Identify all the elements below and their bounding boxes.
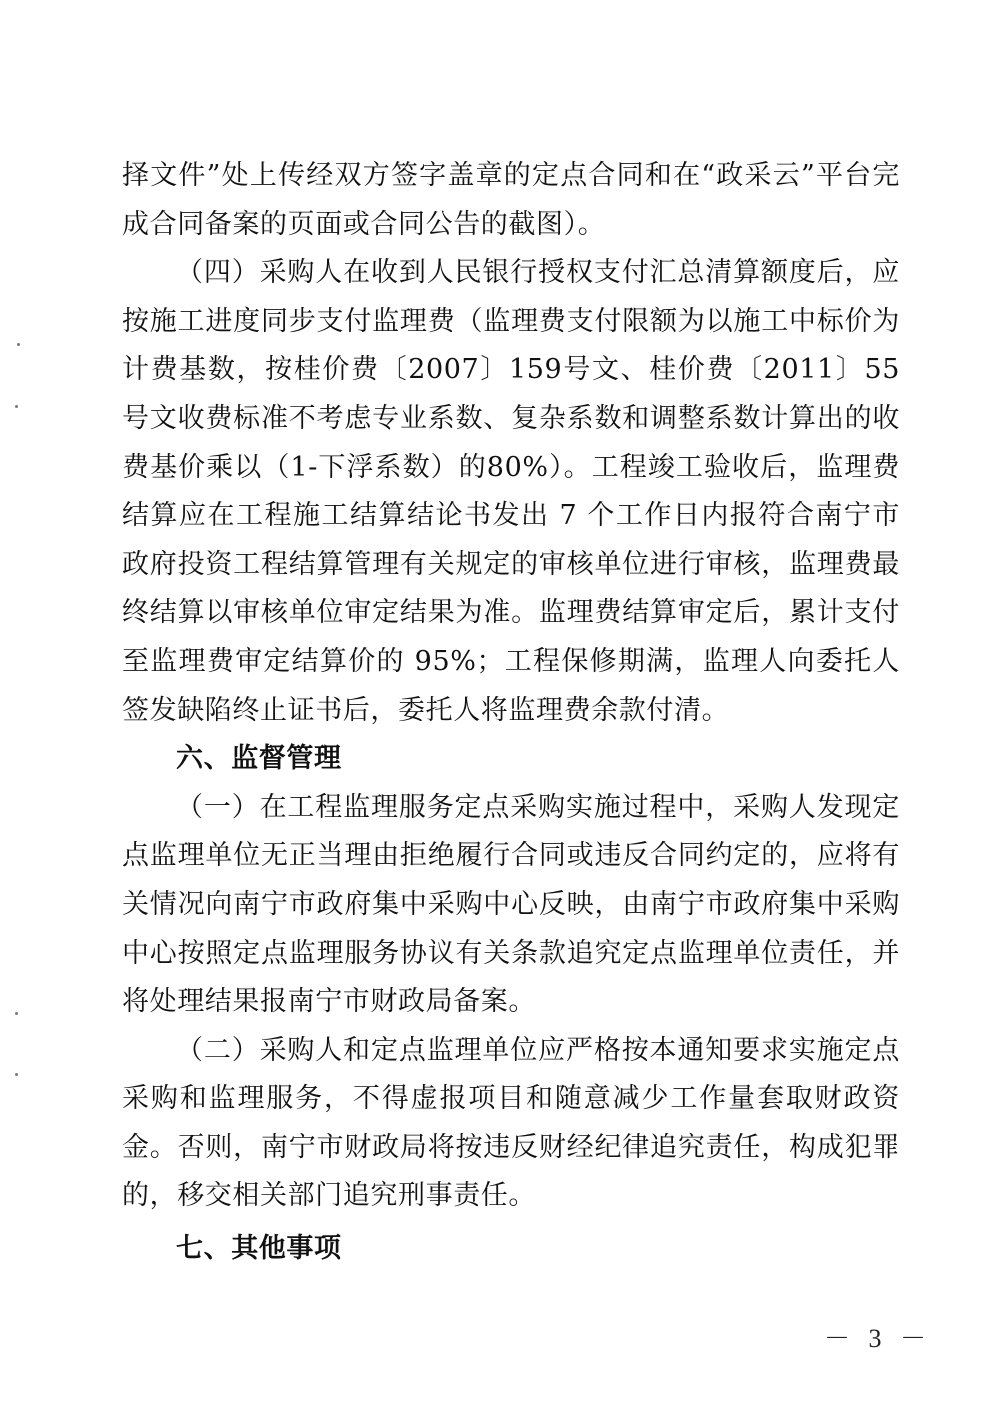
- scan-mark: [15, 405, 18, 408]
- scan-mark: [15, 1012, 18, 1015]
- paragraph-supervision-1: （一）在工程监理服务定点采购实施过程中，采购人发现定点监理单位无正当理由拒绝履行合同或违反合同约定的，应将有关情况向南宁市政府集中采购中心反映，由南宁市政府集中采购中心按照定点监理服务协议有关条款追究定点监理单位责任，并将处理结果报南宁市财政局备案。: [122, 791, 900, 1018]
- scan-mark: [15, 1073, 18, 1076]
- page-number: － 3 －: [824, 1324, 933, 1353]
- scan-mark: [17, 343, 20, 346]
- paragraph-contract-upload: 择文件”处上传经双方签字盖章的定点合同和在“政采云”平台完成合同备案的页面或合同公告的截图）。: [122, 160, 900, 240]
- document-body: [122, 152, 900, 1274]
- paragraph-supervision-2: （二）采购人和定点监理单位应严格按本通知要求实施定点采购和监理服务，不得虚报项目和随意减少工作量套取财政资金。否则，南宁市财政局将按违反财经纪律追究责任，构成犯罪的，移交相关部门追究刑事责任。: [122, 1034, 900, 1212]
- section-heading-supervision: 六、监督管理: [176, 743, 342, 775]
- section-heading-other-matters: 七、其他事项: [176, 1233, 342, 1265]
- paragraph-payment-terms: （四）采购人在收到人民银行授权支付汇总清算额度后，应按施工进度同步支付监理费（监理费支付限额为以施工中标价为计费基数，按桂价费〔2007〕159号文、桂价费〔2011〕55号文收费标准不考虑专业系数、复杂系数和调整系数计算出的收费基价乘以（1-下浮系数）的80%）。工程竣工验收后，监理费结算应在工程施工结算结论书发出 7 个工作日内报符合南宁市政府投资工程结算管理有关规定的审核单位进行审核，监理费最终结算以审核单位审定结果为准。监理费结算审定后，累计支付至监理费审定结算价的 95%；工程保修期满，监理人向委托人签发缺陷终止证书后，委托人将监理费余款付清。: [122, 257, 900, 726]
